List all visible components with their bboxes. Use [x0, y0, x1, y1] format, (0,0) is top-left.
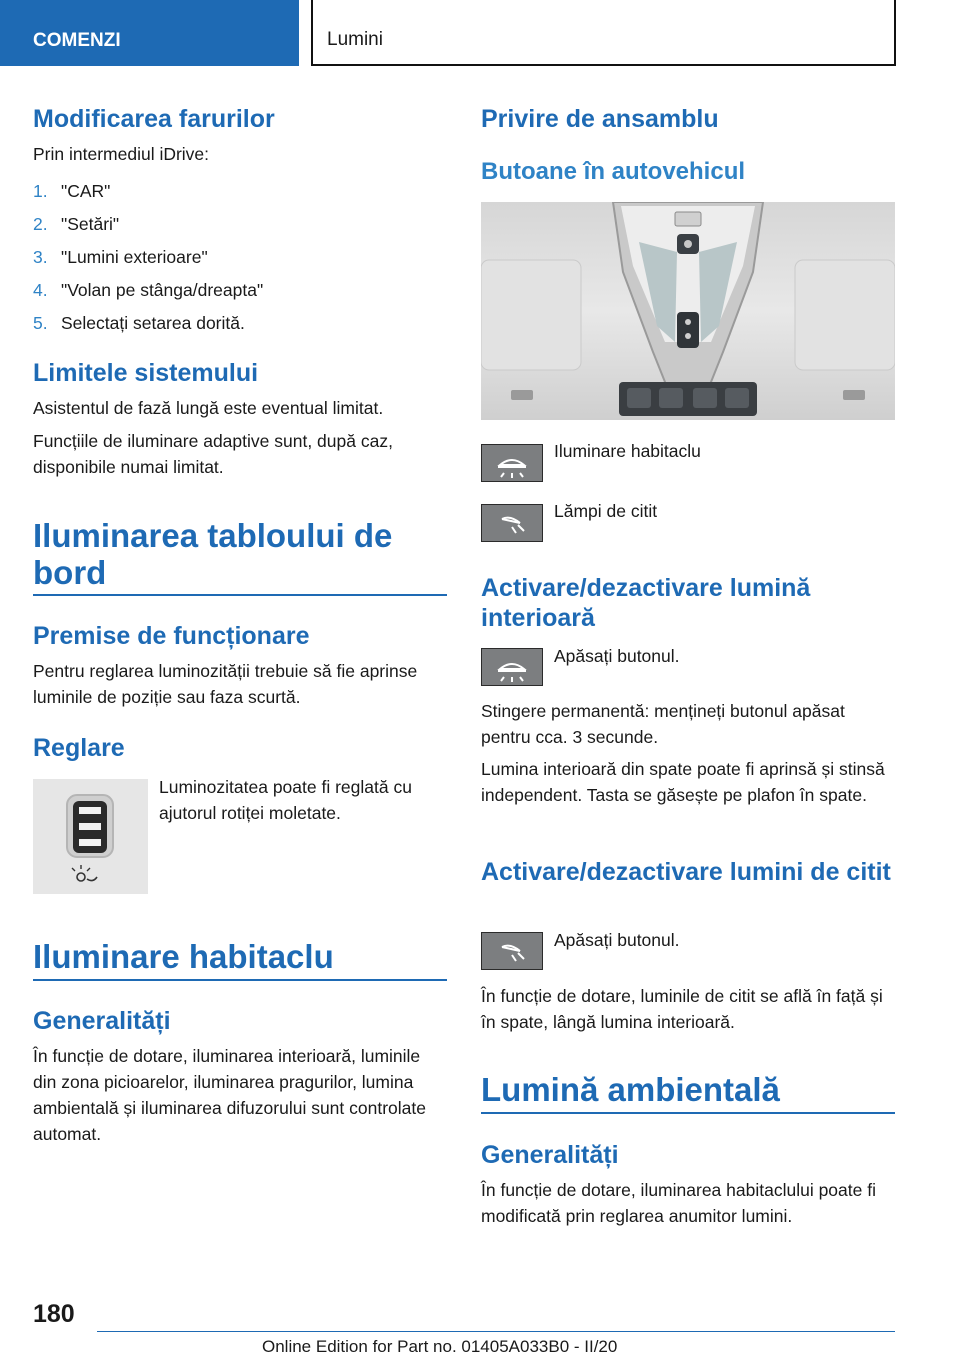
overhead-console-illustration	[481, 202, 895, 420]
list-item	[33, 211, 263, 244]
activare-citit-instruction: Apăsați butonul.	[554, 930, 680, 950]
overhead-console-photo	[481, 202, 895, 420]
step-number: 3.	[33, 247, 48, 267]
step-text: Selectați setarea dorită.	[61, 313, 245, 333]
list-item	[33, 244, 263, 277]
activare-citit-paragraph-2: În funcție de dotare, luminile de citit se află în față și în spate, lângă lumina interioară.	[481, 986, 883, 1032]
section-divider	[481, 1112, 895, 1114]
step-number: 1.	[33, 181, 48, 201]
step-number: 5.	[33, 313, 48, 333]
step-text: "Setări"	[61, 214, 120, 234]
activare-int-paragraph-3: Lumina interioară din spate poate fi aprinsă și stinsă independent. Tasta se găsește pe plafon în spate.	[481, 759, 885, 805]
thumbwheel-icon	[33, 779, 148, 894]
heading-butoane: Butoane în autovehicul	[481, 158, 746, 185]
heading-generalitati-2: Generalități	[481, 1141, 619, 1169]
faruri-intro: Prin intermediul iDrive:	[33, 144, 210, 164]
step-number: 4.	[33, 280, 48, 300]
activare-int-instruction: Apăsați butonul.	[554, 646, 680, 666]
limite-paragraph-1: Asistentul de fază lungă este eventual limitat.	[33, 398, 384, 418]
heading-iluminarea-tabloului: Iluminarea tabloului de bord	[33, 517, 393, 591]
generalitati2-paragraph: În funcție de dotare, iluminarea habitaclului poate fi modificată prin reglarea anumitor lumini.	[481, 1180, 876, 1226]
reglare-paragraph: Luminozitatea poate fi reglată cu ajutorul rotiței moletate.	[159, 777, 412, 823]
heading-activare-citit: Activare/dezactivare lumini de citit	[481, 858, 891, 886]
chapter-tab: Lumini	[311, 0, 896, 66]
faruri-steps-list	[33, 178, 263, 343]
edition-note: Online Edition for Part no. 01405A033B0 - II/20	[262, 1337, 618, 1356]
interior-light-icon	[481, 648, 543, 686]
reading-lamp-icon	[481, 932, 543, 970]
footer-divider	[97, 1331, 895, 1332]
page-number: 180	[33, 1300, 75, 1328]
step-text: "CAR"	[61, 181, 111, 201]
heading-privire-de-ansamblu: Privire de ansamblu	[481, 105, 719, 133]
heading-reglare: Reglare	[33, 734, 125, 762]
list-item	[33, 178, 263, 211]
section-divider	[33, 979, 447, 981]
step-number: 2.	[33, 214, 48, 234]
thumbwheel-image	[33, 779, 148, 894]
list-item	[33, 310, 263, 343]
heading-activare-interioara: Activare/dezactivare lumină interioară	[481, 574, 811, 632]
icon-label-habitaclu: Iluminare habitaclu	[554, 441, 701, 461]
heading-limitele-sistemului: Limitele sistemului	[33, 359, 259, 387]
premise-paragraph: Pentru reglarea luminozității trebuie să fie aprinse luminile de poziție sau faza scurtă.	[33, 661, 418, 707]
list-item	[33, 277, 263, 310]
activare-int-paragraph-2: Stingere permanentă: mențineți butonul apăsat pentru cca. 3 secunde.	[481, 701, 845, 747]
heading-iluminare-habitaclu: Iluminare habitaclu	[33, 938, 334, 975]
section-tab: COMENZI	[0, 0, 299, 66]
step-text: "Volan pe stânga/dreapta"	[61, 280, 264, 300]
step-text: "Lumini exterioare"	[61, 247, 208, 267]
heading-generalitati: Generalități	[33, 1007, 171, 1035]
limite-paragraph-2: Funcțiile de iluminare adaptive sunt, după caz, disponibile numai limitat.	[33, 431, 393, 477]
icon-label-citit: Lămpi de citit	[554, 501, 658, 521]
heading-lumina-ambientala: Lumină ambientală	[481, 1071, 780, 1108]
generalitati-paragraph: În funcție de dotare, iluminarea interioară, luminile din zona picioarelor, iluminarea pragurilor, lumina ambientală și iluminarea difuzorului sunt controlate automat.	[33, 1046, 426, 1144]
reading-lamp-icon	[481, 504, 543, 542]
section-divider	[33, 594, 447, 596]
heading-modificarea-farurilor: Modificarea farurilor	[33, 105, 275, 133]
heading-premise: Premise de funcționare	[33, 622, 310, 650]
interior-light-icon	[481, 444, 543, 482]
